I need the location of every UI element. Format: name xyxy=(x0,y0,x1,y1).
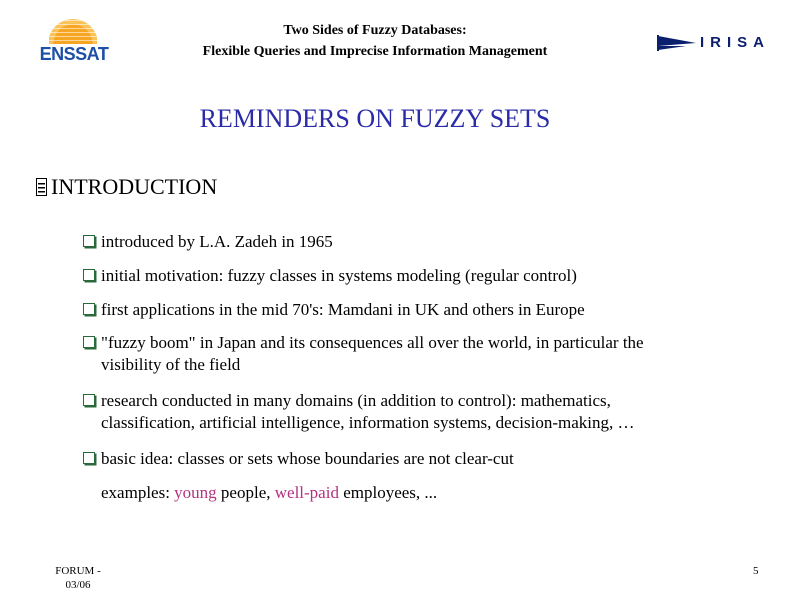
checkbox-bullet-icon xyxy=(83,235,95,247)
highlight-young: young xyxy=(174,483,217,502)
checkbox-bullet-icon xyxy=(83,394,95,406)
header-title-line2: Flexible Queries and Imprecise Information Management xyxy=(202,44,548,59)
list-item: introduced by L.A. Zadeh in 1965 xyxy=(83,231,763,253)
list-item: basic idea: classes or sets whose boundaries are not clear-cut xyxy=(83,448,763,470)
checkbox-bullet-icon xyxy=(83,303,95,315)
section-heading-text: INTRODUCTION xyxy=(51,174,218,199)
checkbox-bullet-icon xyxy=(83,452,95,464)
header-title-line1: Two Sides of Fuzzy Databases: xyxy=(283,23,467,38)
header-title xyxy=(160,20,590,62)
slide-title: REMINDERS ON FUZZY SETS xyxy=(199,104,551,133)
list-item: "fuzzy boom" in Japan and its consequences all over the world, in particular the visibility of the field xyxy=(83,332,763,376)
flag-icon xyxy=(656,34,698,52)
irisa-logo-text: IRISA xyxy=(700,34,771,51)
examples-line: examples: young people, well-paid employees, ... xyxy=(101,483,438,502)
list-item: research conducted in many domains (in addition to control): mathematics, classification, artificial intelligence, information systems, decision-making, … xyxy=(83,390,763,434)
footer-event: FORUM - 03/06 xyxy=(55,565,101,591)
list-item: initial motivation: fuzzy classes in systems modeling (regular control) xyxy=(83,265,763,287)
checkbox-bullet-icon xyxy=(83,269,95,281)
checkbox-bullet-icon xyxy=(83,336,95,348)
list-icon xyxy=(36,178,47,196)
highlight-well-paid: well-paid xyxy=(274,483,339,502)
enssat-logo xyxy=(34,18,114,64)
list-item: first applications in the mid 70's: Mamdani in UK and others in Europe xyxy=(83,299,763,321)
irisa-logo xyxy=(656,34,776,54)
enssat-logo-text: ENSSAT xyxy=(39,44,109,64)
section-heading xyxy=(36,174,217,200)
page-number: 5 xyxy=(753,565,759,577)
